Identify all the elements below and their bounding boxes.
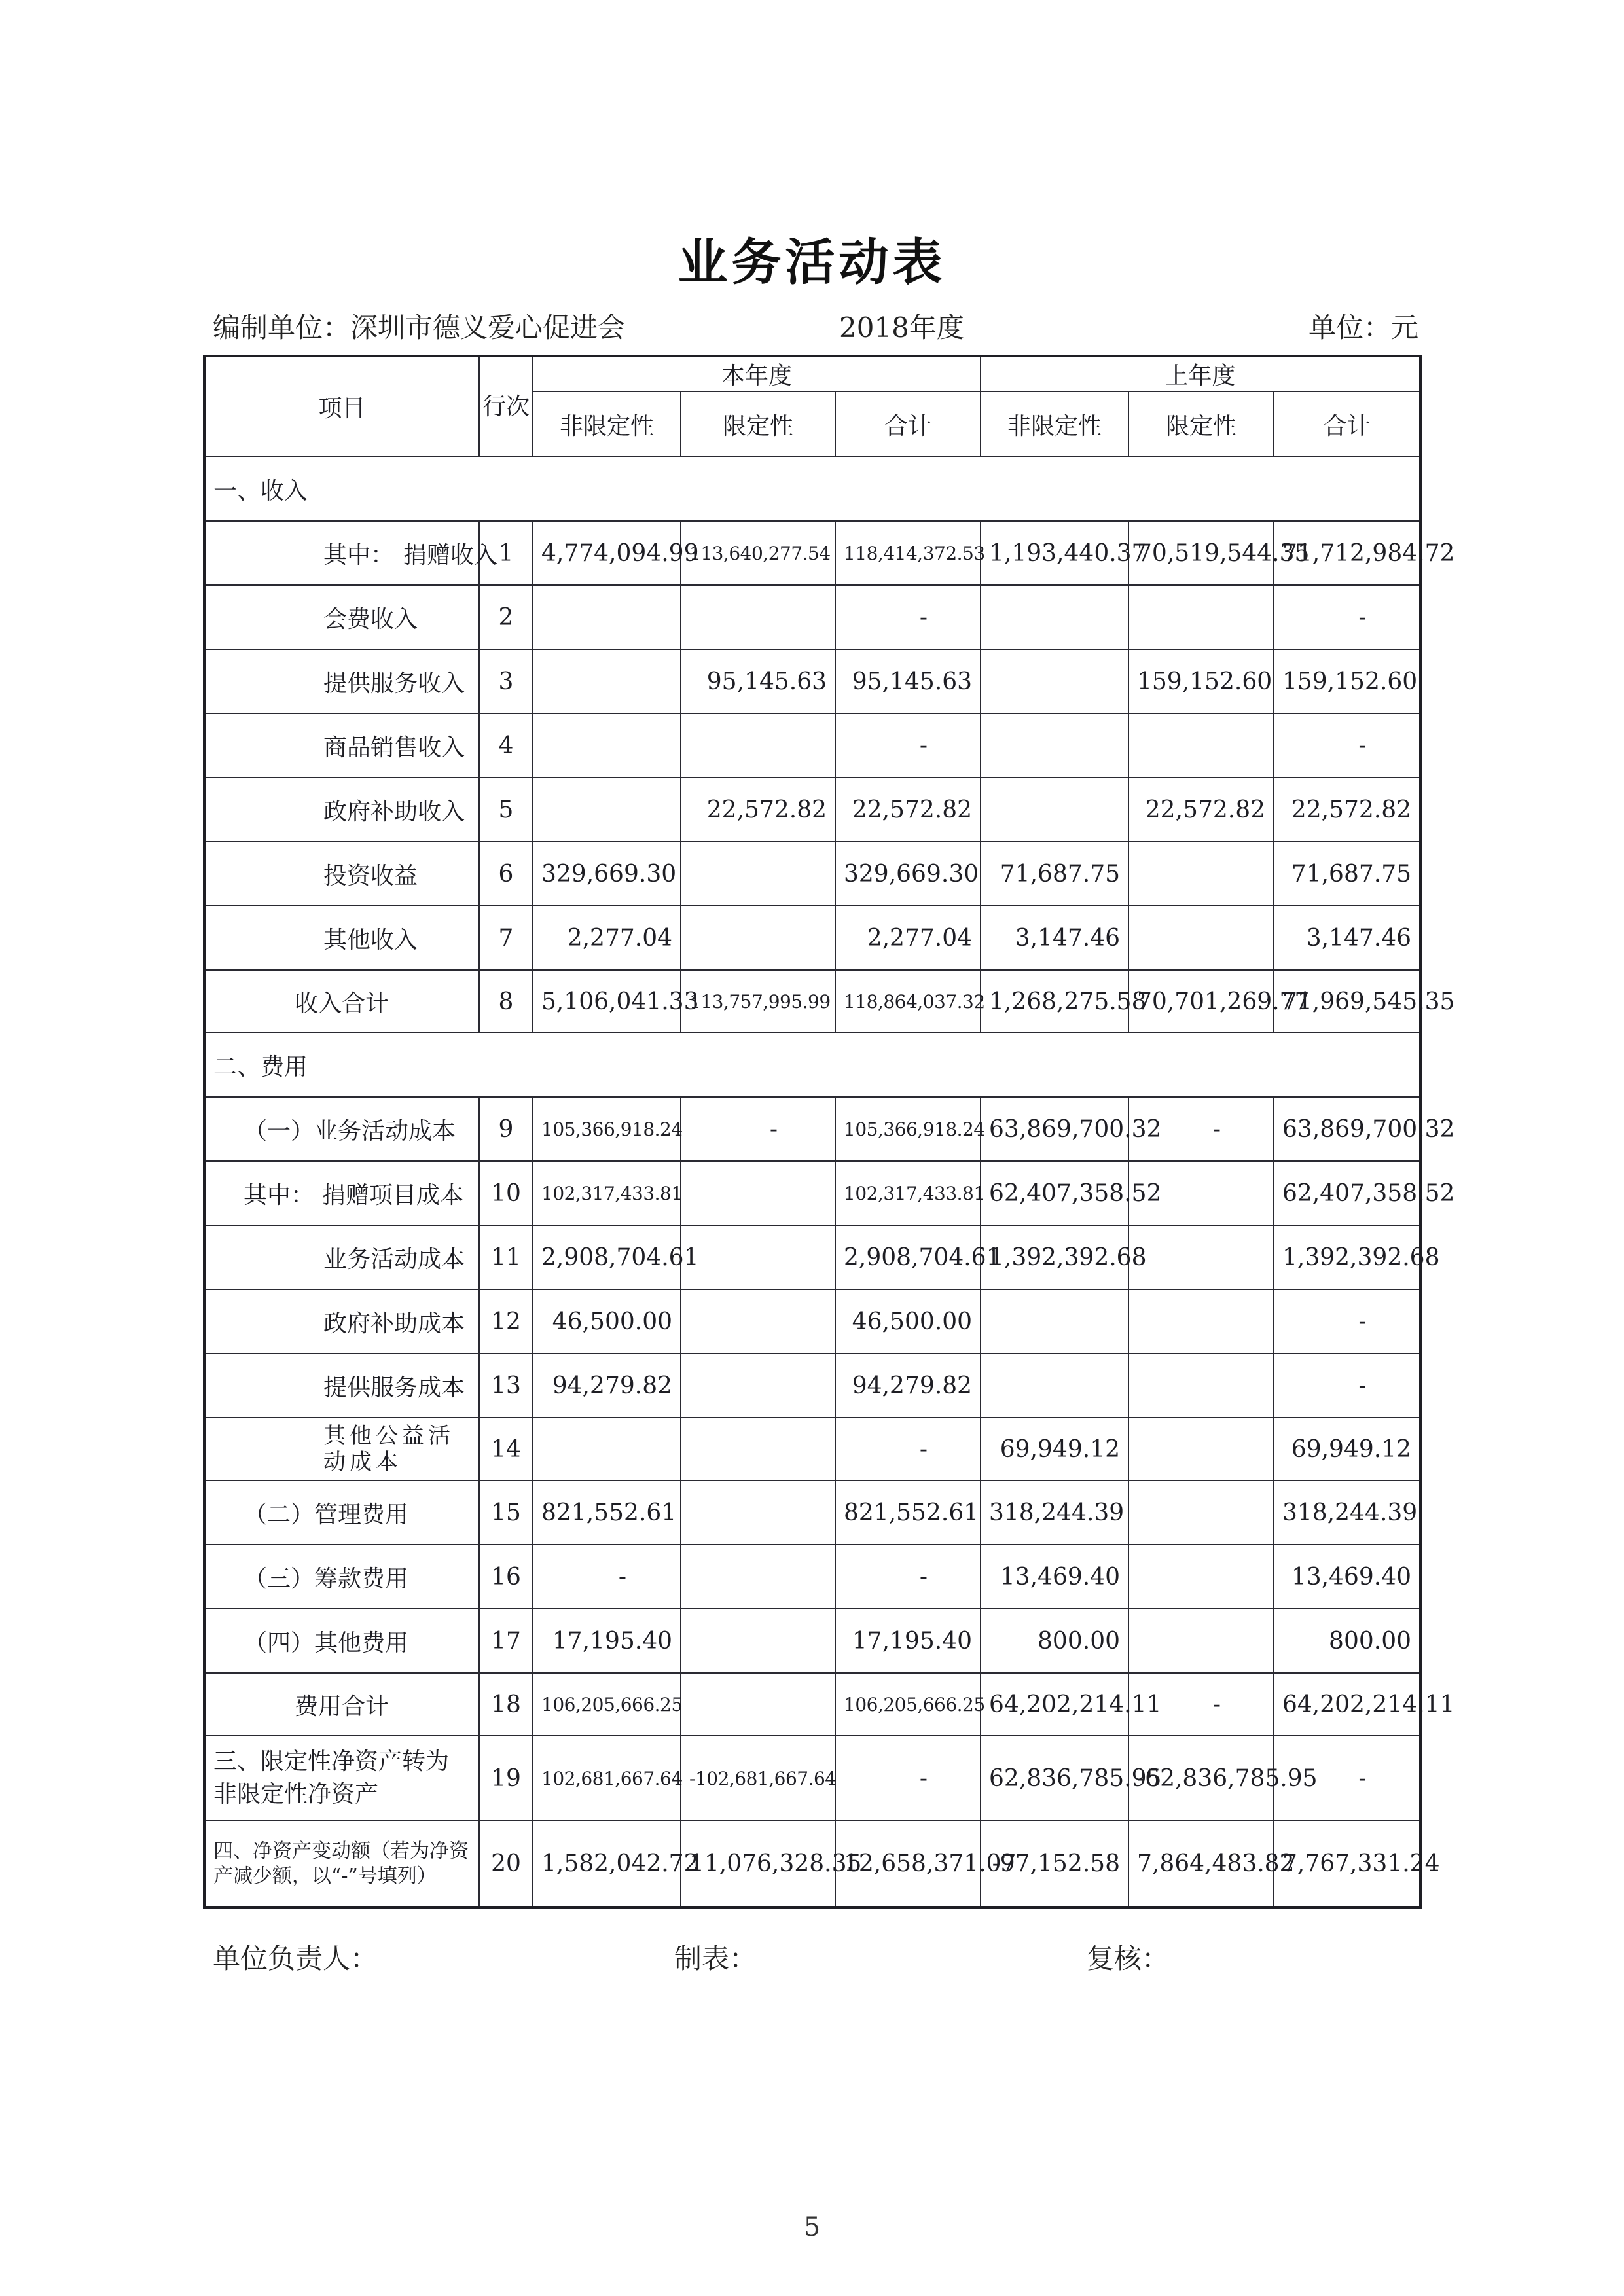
row-label: 收入合计	[295, 990, 389, 1017]
table-row	[204, 1225, 1420, 1289]
cell-previous-restricted	[1128, 906, 1274, 970]
cell-current-total: 46,500.00	[835, 1289, 981, 1354]
row-item-label	[204, 1545, 479, 1609]
row-item-label	[204, 585, 479, 649]
signature-head: 单位负责人：	[213, 1943, 378, 1975]
cell-previous-unrestricted: 13,469.40	[981, 1545, 1128, 1609]
row-item-label	[204, 1354, 479, 1418]
row-line-no: 11	[479, 1225, 533, 1289]
cell-previous-restricted	[1128, 1418, 1274, 1480]
cell-current-total: 17,195.40	[835, 1609, 981, 1673]
table-row	[204, 713, 1420, 778]
cell-previous-restricted: -	[1128, 1097, 1274, 1161]
cell-current-restricted	[681, 906, 835, 970]
cell-current-restricted: -102,681,667.64	[681, 1736, 835, 1821]
row-line-no: 8	[479, 970, 533, 1033]
header-current-year: 本年度	[533, 356, 981, 391]
cell-previous-restricted: -62,836,785.95	[1128, 1736, 1274, 1821]
row-item-label	[204, 1033, 1420, 1097]
cell-current-restricted	[681, 1354, 835, 1418]
row-line-no: 19	[479, 1736, 533, 1821]
row-line-no: 1	[479, 521, 533, 585]
table-row	[204, 1736, 1420, 1821]
cell-previous-unrestricted	[981, 1354, 1128, 1418]
cell-previous-restricted	[1128, 713, 1274, 778]
cell-previous-total: -	[1274, 1354, 1420, 1418]
cell-current-unrestricted: 17,195.40	[533, 1609, 681, 1673]
cell-current-restricted	[681, 1289, 835, 1354]
cell-current-unrestricted	[533, 649, 681, 713]
row-line-no: 4	[479, 713, 533, 778]
row-label: （二）管理费用	[244, 1501, 409, 1528]
row-label: 四、净资产变动额（若为净资产减少额，以“-”号填列）	[213, 1839, 469, 1888]
row-line-no: 7	[479, 906, 533, 970]
row-line-no: 2	[479, 585, 533, 649]
row-label: 投资收益	[323, 862, 418, 889]
cell-current-restricted	[681, 713, 835, 778]
cell-current-restricted	[681, 842, 835, 906]
cell-previous-unrestricted	[981, 778, 1128, 842]
cell-previous-restricted	[1128, 1354, 1274, 1418]
header-row-1	[204, 356, 1420, 391]
table-row	[204, 1418, 1420, 1480]
cell-current-total: 2,908,704.61	[835, 1225, 981, 1289]
header-current-restricted: 限定性	[681, 391, 835, 457]
table-body	[204, 457, 1455, 1907]
cell-previous-unrestricted	[981, 1289, 1128, 1354]
cell-previous-restricted: 22,572.82	[1128, 778, 1274, 842]
row-line-no: 6	[479, 842, 533, 906]
cell-previous-total: -	[1274, 585, 1420, 649]
cell-current-restricted	[681, 1418, 835, 1480]
table-row	[204, 1673, 1420, 1736]
table-row	[204, 1161, 1420, 1225]
header-previous-total: 合计	[1274, 391, 1420, 457]
row-label: 其他收入	[323, 926, 418, 954]
cell-current-unrestricted: 46,500.00	[533, 1289, 681, 1354]
table-row	[204, 1545, 1420, 1609]
table-row	[204, 906, 1420, 970]
cell-current-total: 105,366,918.24	[835, 1097, 981, 1161]
cell-previous-unrestricted: 1,392,392.68	[981, 1225, 1128, 1289]
cell-previous-restricted	[1128, 1480, 1274, 1545]
signature-preparer: 制表：	[674, 1943, 757, 1975]
cell-current-total: 118,414,372.53	[835, 521, 981, 585]
row-item-label	[204, 1225, 479, 1289]
cell-current-unrestricted: 106,205,666.25	[533, 1673, 681, 1736]
cell-previous-total: 800.00	[1274, 1609, 1420, 1673]
row-label: （四）其他费用	[244, 1629, 409, 1657]
cell-previous-unrestricted: -97,152.58	[981, 1821, 1128, 1907]
table-row	[204, 778, 1420, 842]
table-row	[204, 1097, 1420, 1161]
cell-previous-restricted: 70,701,269.77	[1128, 970, 1274, 1033]
cell-previous-unrestricted: 3,147.46	[981, 906, 1128, 970]
cell-previous-unrestricted: 63,869,700.32	[981, 1097, 1128, 1161]
cell-previous-total: 69,949.12	[1274, 1418, 1420, 1480]
row-line-no: 5	[479, 778, 533, 842]
table-row	[204, 842, 1420, 906]
table-row	[204, 970, 1420, 1033]
cell-previous-total: 22,572.82	[1274, 778, 1420, 842]
header-current-unrestricted: 非限定性	[533, 391, 681, 457]
row-item-label	[204, 1821, 479, 1907]
cell-current-unrestricted: 1,582,042.72	[533, 1821, 681, 1907]
cell-previous-total: 71,712,984.72	[1274, 521, 1420, 585]
cell-previous-unrestricted	[981, 713, 1128, 778]
row-item-label	[204, 713, 479, 778]
cell-current-restricted	[681, 585, 835, 649]
cell-current-total: 821,552.61	[835, 1480, 981, 1545]
table-row	[204, 1480, 1420, 1545]
row-label: 捐赠收入	[403, 541, 498, 569]
cell-previous-total: -	[1274, 1736, 1420, 1821]
row-label: 一、收入	[213, 477, 308, 505]
row-label: 二、费用	[213, 1053, 308, 1081]
cell-current-total: -	[835, 585, 981, 649]
cell-current-total: 2,277.04	[835, 906, 981, 970]
cell-current-total: 102,317,433.81	[835, 1161, 981, 1225]
cell-current-total: 12,658,371.07	[835, 1821, 981, 1907]
row-prefix: 其中：	[323, 541, 395, 569]
cell-current-unrestricted: 105,366,918.24	[533, 1097, 681, 1161]
cell-previous-restricted	[1128, 1289, 1274, 1354]
header-item: 项目	[204, 356, 479, 457]
cell-current-total: 94,279.82	[835, 1354, 981, 1418]
cell-previous-total: 71,969,545.35	[1274, 970, 1420, 1033]
cell-previous-restricted	[1128, 1545, 1274, 1609]
cell-previous-total: 13,469.40	[1274, 1545, 1420, 1609]
row-item-label	[204, 1480, 479, 1545]
cell-previous-unrestricted	[981, 585, 1128, 649]
table-row	[204, 1289, 1420, 1354]
signature-reviewer: 复核：	[1087, 1943, 1170, 1975]
cell-current-restricted	[681, 1225, 835, 1289]
cell-current-total: 106,205,666.25	[835, 1673, 981, 1736]
cell-current-restricted: 95,145.63	[681, 649, 835, 713]
row-line-no: 20	[479, 1821, 533, 1907]
cell-previous-unrestricted: 71,687.75	[981, 842, 1128, 906]
row-item-label	[204, 778, 479, 842]
cell-current-restricted: 22,572.82	[681, 778, 835, 842]
document-title: 业务活动表	[677, 233, 947, 291]
cell-previous-unrestricted	[981, 649, 1128, 713]
cell-current-unrestricted: 821,552.61	[533, 1480, 681, 1545]
cell-current-total: -	[835, 1545, 981, 1609]
cell-previous-restricted	[1128, 1225, 1274, 1289]
cell-current-unrestricted	[533, 778, 681, 842]
cell-current-total: -	[835, 1418, 981, 1480]
table-row	[204, 585, 1420, 649]
row-label: 费用合计	[295, 1693, 389, 1720]
table-row	[204, 521, 1420, 585]
cell-previous-total: 159,152.60	[1274, 649, 1420, 713]
cell-current-restricted	[681, 1480, 835, 1545]
row-item-label	[204, 1609, 479, 1673]
row-line-no: 3	[479, 649, 533, 713]
cell-previous-restricted	[1128, 585, 1274, 649]
row-line-no: 9	[479, 1097, 533, 1161]
cell-previous-total: 3,147.46	[1274, 906, 1420, 970]
row-label: 政府补助成本	[323, 1310, 465, 1337]
row-label: 提供服务收入	[323, 670, 465, 697]
cell-previous-restricted: 159,152.60	[1128, 649, 1274, 713]
cell-current-total: -	[835, 1736, 981, 1821]
cell-previous-total: 7,767,331.24	[1274, 1821, 1420, 1907]
cell-current-unrestricted: 5,106,041.33	[533, 970, 681, 1033]
header-line-no: 行次	[479, 356, 533, 457]
cell-current-unrestricted: 94,279.82	[533, 1354, 681, 1418]
row-item-label	[204, 1736, 479, 1821]
row-item-label	[204, 1418, 479, 1480]
row-label: 三、限定性净资产转为非限定性净资产	[213, 1748, 450, 1808]
row-label: 政府补助收入	[323, 798, 465, 825]
cell-previous-total: 71,687.75	[1274, 842, 1420, 906]
cell-previous-total: 63,869,700.32	[1274, 1097, 1420, 1161]
cell-current-unrestricted: 329,669.30	[533, 842, 681, 906]
cell-current-unrestricted: 4,774,094.99	[533, 521, 681, 585]
cell-current-restricted: 11,076,328.35	[681, 1821, 835, 1907]
row-line-no: 15	[479, 1480, 533, 1545]
row-label: 提供服务成本	[323, 1374, 465, 1401]
row-item-label	[204, 457, 1420, 521]
cell-previous-restricted: 7,864,483.82	[1128, 1821, 1274, 1907]
cell-previous-unrestricted: 318,244.39	[981, 1480, 1128, 1545]
cell-current-unrestricted: -	[533, 1545, 681, 1609]
page-number: 5	[803, 2212, 821, 2242]
cell-previous-total: -	[1274, 713, 1420, 778]
activity-statement-table	[203, 355, 1455, 1909]
cell-current-unrestricted	[533, 713, 681, 778]
cell-current-unrestricted: 102,681,667.64	[533, 1736, 681, 1821]
currency-unit: 单位：元	[1308, 312, 1418, 344]
row-item-label	[204, 1673, 479, 1736]
row-label: （一）业务活动成本	[244, 1117, 456, 1145]
header-current-total: 合计	[835, 391, 981, 457]
row-item-label	[204, 1289, 479, 1354]
cell-previous-total: -	[1274, 1289, 1420, 1354]
row-item-label	[204, 842, 479, 906]
cell-current-unrestricted: 102,317,433.81	[533, 1161, 681, 1225]
report-year: 2018年度	[839, 312, 964, 344]
row-line-no: 16	[479, 1545, 533, 1609]
row-line-no: 12	[479, 1289, 533, 1354]
cell-current-restricted	[681, 1673, 835, 1736]
row-line-no: 18	[479, 1673, 533, 1736]
row-item-label	[204, 1097, 479, 1161]
cell-previous-unrestricted: 64,202,214.11	[981, 1673, 1128, 1736]
cell-current-unrestricted	[533, 585, 681, 649]
cell-current-total: 329,669.30	[835, 842, 981, 906]
cell-current-unrestricted	[533, 1418, 681, 1480]
cell-previous-unrestricted: 1,268,275.58	[981, 970, 1128, 1033]
cell-previous-total: 62,407,358.52	[1274, 1161, 1420, 1225]
cell-previous-total: 1,392,392.68	[1274, 1225, 1420, 1289]
cell-current-total: 118,864,037.32	[835, 970, 981, 1033]
cell-previous-total: 64,202,214.11	[1274, 1673, 1420, 1736]
cell-previous-restricted: -	[1128, 1673, 1274, 1736]
cell-previous-unrestricted: 62,407,358.52	[981, 1161, 1128, 1225]
row-label: （三）筹款费用	[244, 1565, 409, 1592]
header-previous-unrestricted: 非限定性	[981, 391, 1128, 457]
row-item-label	[204, 970, 479, 1033]
cell-current-unrestricted: 2,277.04	[533, 906, 681, 970]
row-label: 业务活动成本	[323, 1246, 465, 1273]
cell-current-total: -	[835, 713, 981, 778]
row-item-label	[204, 649, 479, 713]
table-row	[204, 1821, 1420, 1907]
reporting-unit: 编制单位：深圳市德义爱心促进会	[213, 312, 626, 344]
cell-previous-unrestricted: 1,193,440.37	[981, 521, 1128, 585]
row-label: 会费收入	[323, 605, 418, 633]
cell-current-restricted: 113,757,995.99	[681, 970, 835, 1033]
cell-current-total: 95,145.63	[835, 649, 981, 713]
cell-current-restricted	[681, 1545, 835, 1609]
cell-current-restricted	[681, 1609, 835, 1673]
header-previous-year: 上年度	[981, 356, 1420, 391]
row-label: 商品销售收入	[323, 734, 465, 761]
row-line-no: 10	[479, 1161, 533, 1225]
cell-previous-unrestricted: 69,949.12	[981, 1418, 1128, 1480]
cell-current-restricted: -	[681, 1097, 835, 1161]
cell-previous-unrestricted: 800.00	[981, 1609, 1128, 1673]
row-prefix: 其中：	[244, 1181, 315, 1209]
row-item-label	[204, 1161, 479, 1225]
table-row	[204, 1609, 1420, 1673]
row-item-label	[204, 521, 498, 585]
cell-current-restricted: 113,640,277.54	[681, 521, 835, 585]
row-line-no: 17	[479, 1609, 533, 1673]
table-row	[204, 457, 1420, 521]
row-line-no: 14	[479, 1418, 533, 1480]
row-item-label	[204, 906, 479, 970]
table-row	[204, 1354, 1420, 1418]
row-line-no: 13	[479, 1354, 533, 1418]
cell-previous-restricted	[1128, 842, 1274, 906]
header-previous-restricted: 限定性	[1128, 391, 1274, 457]
cell-previous-total: 318,244.39	[1274, 1480, 1420, 1545]
row-label: 捐赠项目成本	[322, 1181, 464, 1209]
row-label: 其他公益活动成本	[323, 1423, 454, 1475]
cell-previous-restricted: 70,519,544.35	[1128, 521, 1274, 585]
table-row	[204, 1033, 1420, 1097]
cell-previous-unrestricted: 62,836,785.95	[981, 1736, 1128, 1821]
table-row	[204, 649, 1420, 713]
cell-current-total: 22,572.82	[835, 778, 981, 842]
cell-current-unrestricted: 2,908,704.61	[533, 1225, 681, 1289]
cell-current-restricted	[681, 1161, 835, 1225]
cell-previous-restricted	[1128, 1609, 1274, 1673]
